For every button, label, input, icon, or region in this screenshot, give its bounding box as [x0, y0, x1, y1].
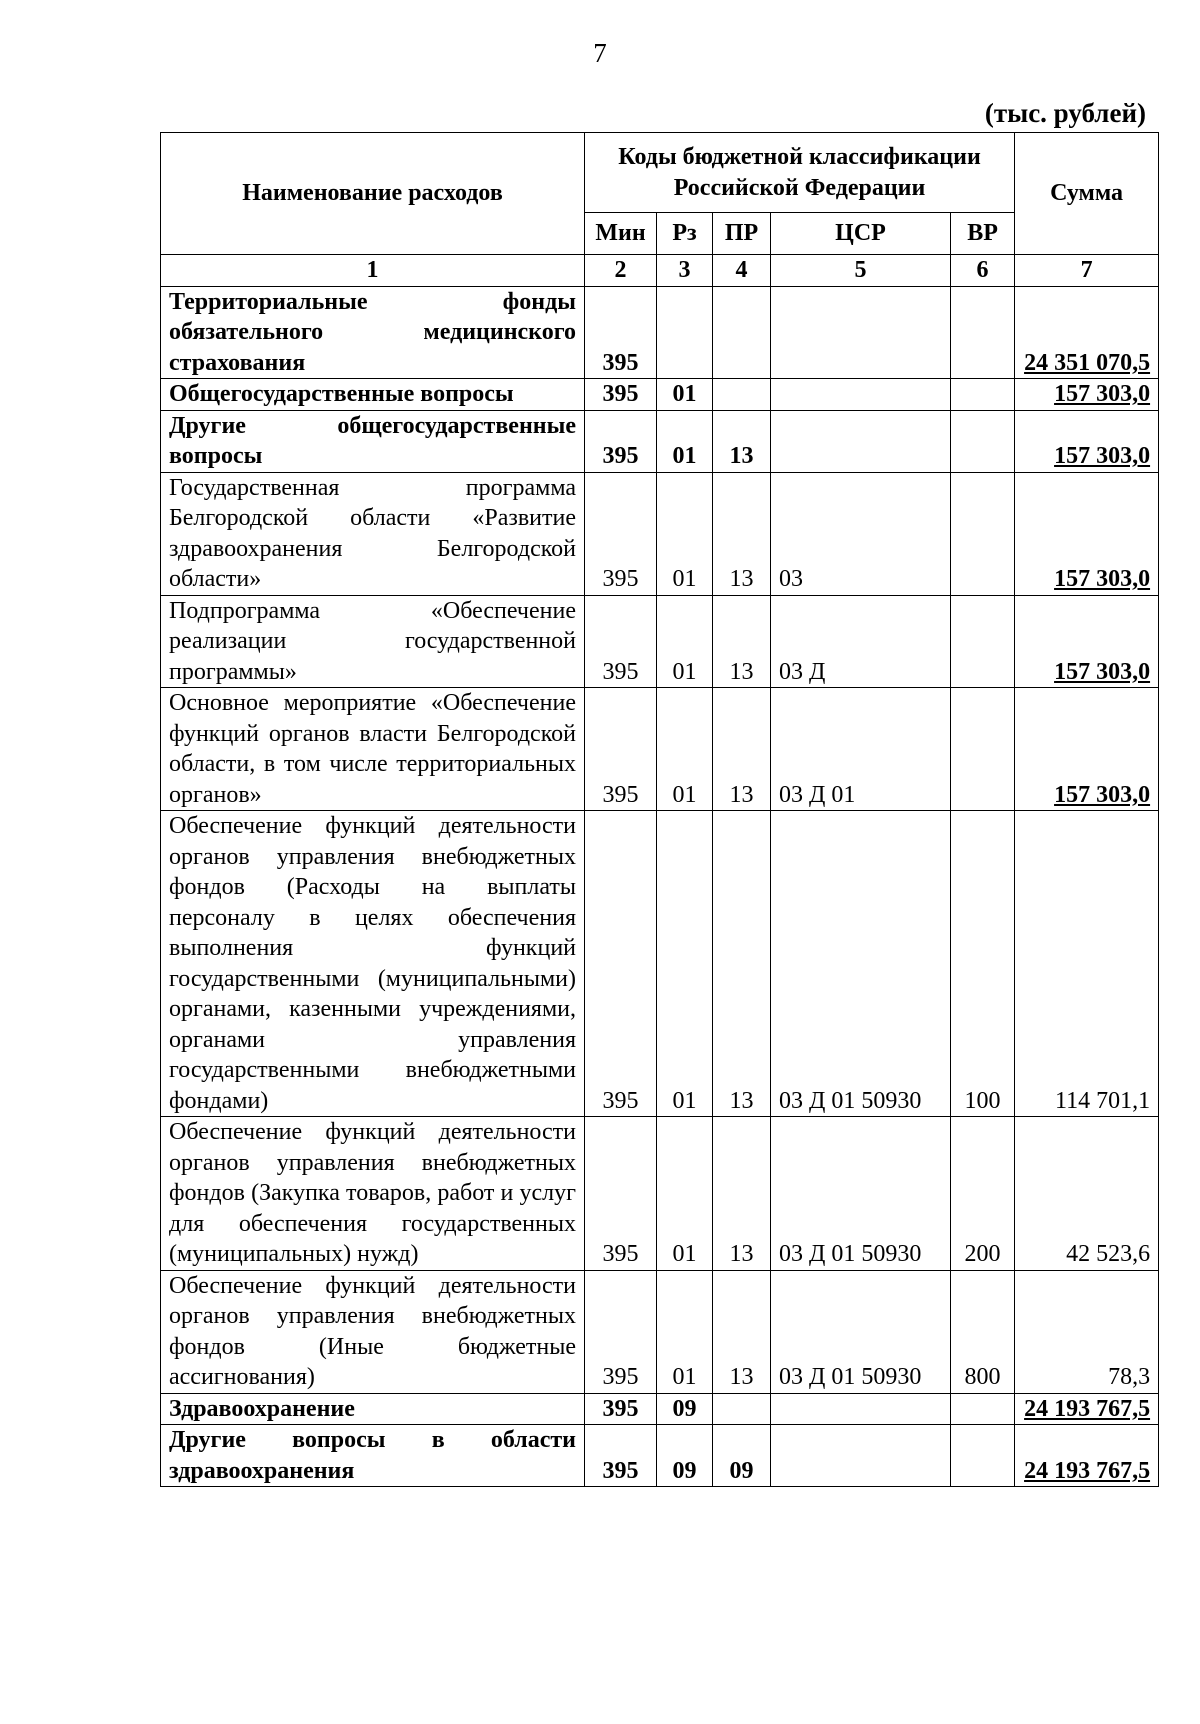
row-pr-cell [713, 1393, 771, 1425]
row-min-cell: 395 [585, 1270, 657, 1393]
row-min-cell: 395 [585, 688, 657, 811]
row-csr-cell: 03 Д 01 50930 [771, 1270, 951, 1393]
column-number: 5 [771, 255, 951, 287]
row-vr-cell [951, 410, 1015, 472]
row-sum-cell: 114 701,1 [1015, 811, 1159, 1117]
row-rz-cell: 01 [657, 1270, 713, 1393]
row-name-cell: Государственная программа Белгородской области «Развитие здравоохранения Белгородской области» [161, 472, 585, 595]
row-name-cell: Территориальные фонды обязательного медицинского страхования [161, 286, 585, 379]
row-vr-cell [951, 688, 1015, 811]
column-number: 3 [657, 255, 713, 287]
row-name-cell: Общегосударственные вопросы [161, 379, 585, 411]
row-csr-cell: 03 Д 01 [771, 688, 951, 811]
table-row [161, 410, 1159, 472]
row-pr-cell: 13 [713, 688, 771, 811]
row-csr-cell [771, 379, 951, 411]
table-row [161, 1117, 1159, 1271]
table-row [161, 595, 1159, 688]
row-pr-cell: 13 [713, 472, 771, 595]
header-codes-group: Коды бюджетной классификации Российской Федерации [585, 133, 1015, 213]
row-pr-cell: 13 [713, 1117, 771, 1271]
row-csr-cell: 03 Д 01 50930 [771, 1117, 951, 1271]
table-row [161, 379, 1159, 411]
row-vr-cell: 100 [951, 811, 1015, 1117]
row-name-cell: Другие общегосударственные вопросы [161, 410, 585, 472]
row-name-cell: Обеспечение функций деятельности органов управления внебюджетных фондов (Расходы на выплаты персоналу в целях обеспечения выполнения функций государственными (муниципальными) органами, казенными учреждениями, органами управления государственными внебюджетными фондами) [161, 811, 585, 1117]
column-number: 1 [161, 255, 585, 287]
table-row [161, 472, 1159, 595]
column-number: 2 [585, 255, 657, 287]
row-sum-cell: 78,3 [1015, 1270, 1159, 1393]
row-rz-cell [657, 286, 713, 379]
row-name-cell: Другие вопросы в области здравоохранения [161, 1425, 585, 1487]
row-csr-cell: 03 Д [771, 595, 951, 688]
row-sum-cell: 42 523,6 [1015, 1117, 1159, 1271]
row-rz-cell: 01 [657, 688, 713, 811]
row-sum-cell: 157 303,0 [1015, 688, 1159, 811]
row-rz-cell: 01 [657, 472, 713, 595]
row-rz-cell: 01 [657, 811, 713, 1117]
header-csr: ЦСР [771, 213, 951, 255]
row-rz-cell: 01 [657, 595, 713, 688]
row-min-cell: 395 [585, 1393, 657, 1425]
column-number: 7 [1015, 255, 1159, 287]
row-csr-cell [771, 1393, 951, 1425]
row-min-cell: 395 [585, 595, 657, 688]
column-number: 6 [951, 255, 1015, 287]
row-name-cell: Основное мероприятие «Обеспечение функций органов власти Белгородской области, в том числе территориальных органов» [161, 688, 585, 811]
row-vr-cell: 200 [951, 1117, 1015, 1271]
row-csr-cell [771, 1425, 951, 1487]
header-min: Мин [585, 213, 657, 255]
column-number: 4 [713, 255, 771, 287]
row-sum-cell: 157 303,0 [1015, 379, 1159, 411]
row-min-cell: 395 [585, 286, 657, 379]
table-body [161, 286, 1159, 1487]
row-name-cell: Обеспечение функций деятельности органов управления внебюджетных фондов (Закупка товаров, работ и услуг для обеспечения государственных (муниципальных) нужд) [161, 1117, 585, 1271]
row-sum-cell: 24 351 070,5 [1015, 286, 1159, 379]
header-sum: Сумма [1015, 133, 1159, 255]
table-row [161, 1270, 1159, 1393]
row-rz-cell: 09 [657, 1425, 713, 1487]
row-vr-cell [951, 286, 1015, 379]
row-min-cell: 395 [585, 811, 657, 1117]
row-min-cell: 395 [585, 1425, 657, 1487]
row-min-cell: 395 [585, 1117, 657, 1271]
row-pr-cell [713, 286, 771, 379]
row-csr-cell: 03 [771, 472, 951, 595]
row-vr-cell: 800 [951, 1270, 1015, 1393]
row-rz-cell: 01 [657, 1117, 713, 1271]
row-rz-cell: 01 [657, 410, 713, 472]
row-sum-cell: 157 303,0 [1015, 595, 1159, 688]
row-csr-cell [771, 410, 951, 472]
header-name: Наименование расходов [161, 133, 585, 255]
row-vr-cell [951, 1393, 1015, 1425]
row-pr-cell: 13 [713, 1270, 771, 1393]
table-row [161, 811, 1159, 1117]
row-pr-cell [713, 379, 771, 411]
header-pr: ПР [713, 213, 771, 255]
header-vr: ВР [951, 213, 1015, 255]
column-number-row [161, 255, 1159, 287]
units-label: (тыс. рублей) [984, 98, 1146, 128]
row-vr-cell [951, 379, 1015, 411]
budget-table [160, 132, 1159, 1487]
row-sum-cell: 24 193 767,5 [1015, 1393, 1159, 1425]
table-row [161, 688, 1159, 811]
row-name-cell: Здравоохранение [161, 1393, 585, 1425]
page-number: 7 [593, 38, 607, 68]
row-pr-cell: 13 [713, 595, 771, 688]
row-min-cell: 395 [585, 379, 657, 411]
row-vr-cell [951, 1425, 1015, 1487]
row-rz-cell: 09 [657, 1393, 713, 1425]
row-sum-cell: 157 303,0 [1015, 472, 1159, 595]
table-row [161, 286, 1159, 379]
row-sum-cell: 157 303,0 [1015, 410, 1159, 472]
row-vr-cell [951, 472, 1015, 595]
row-pr-cell: 09 [713, 1425, 771, 1487]
table-row [161, 1425, 1159, 1487]
row-rz-cell: 01 [657, 379, 713, 411]
header-rz: Рз [657, 213, 713, 255]
row-min-cell: 395 [585, 410, 657, 472]
row-csr-cell: 03 Д 01 50930 [771, 811, 951, 1117]
row-pr-cell: 13 [713, 410, 771, 472]
row-csr-cell [771, 286, 951, 379]
table-row [161, 1393, 1159, 1425]
row-vr-cell [951, 595, 1015, 688]
row-pr-cell: 13 [713, 811, 771, 1117]
row-name-cell: Обеспечение функций деятельности органов управления внебюджетных фондов (Иные бюджетные ассигнования) [161, 1270, 585, 1393]
row-name-cell: Подпрограмма «Обеспечение реализации государственной программы» [161, 595, 585, 688]
row-min-cell: 395 [585, 472, 657, 595]
row-sum-cell: 24 193 767,5 [1015, 1425, 1159, 1487]
